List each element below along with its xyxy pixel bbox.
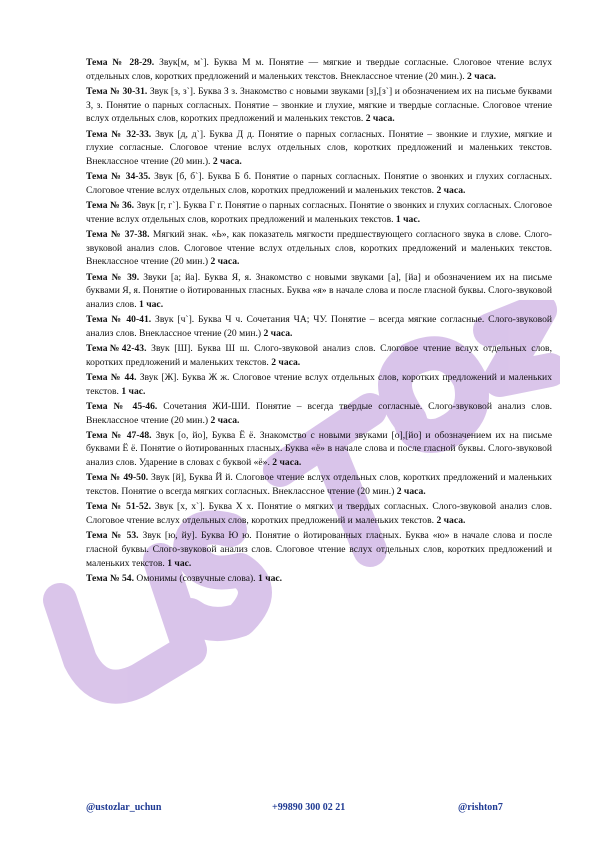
topic-label: Тема № 44. [86, 371, 137, 383]
topic-label: Тема № 49-50. [86, 472, 149, 484]
footer-telegram-right[interactable]: @rishton7 [458, 802, 503, 813]
topic-paragraph [86, 271, 552, 312]
topic-label: Тема№42-43. [86, 343, 147, 355]
topic-paragraph [86, 572, 552, 586]
topic-text: Звук [б, б`]. Буква Б б. Понятие о парных согласных. Понятие о звонких и глухих согласных. Слоговое чтение вслух отдельных слов, коротких предложений и маленьких текстов. [86, 171, 552, 196]
topic-label: Тема № 28-29. [86, 57, 155, 68]
topic-hours: 2 часа. [272, 457, 302, 469]
topic-hours: 2 часа. [271, 356, 301, 368]
topic-paragraph [86, 128, 552, 169]
topic-hours: 1 час. [167, 557, 192, 569]
topic-text: Звук [д, д`]. Буква Д д. Понятие о парных согласных. Понятие – звонкие и глухие, мягкие и глухие согласные. Слоговое чтение вслух отдельных слов, коротких предложений и маленьких текстов. Внеклассное чтение (20 мин.). [86, 128, 552, 167]
topic-hours: 1 час. [395, 213, 420, 225]
topic-text: Звуки [а; йа]. Буква Я, я. Знакомство с новыми звуками [а], [йа] и обозначением их на письме буквами Я, я. Понятие о йотированных гласных. Буква «я» в начале слова и после гласной буквы. Слого-звуковой анализ слов. [86, 271, 552, 310]
topic-text: Звук[м, м`]. Буква М м. Понятие — мягкие и твердые согласные. Слоговое чтение вслух отдельных слов, коротких предложений и маленьких текстов. Внеклассное чтение (20 мин.). [86, 57, 552, 82]
topic-paragraph [86, 85, 552, 126]
topic-hours: 1 час. [121, 385, 146, 397]
topic-label: Тема № 47-48. [86, 429, 152, 441]
topic-text: Омонимы (созвучные слова). [136, 572, 256, 584]
topic-paragraph [86, 228, 552, 269]
topic-paragraph [86, 56, 552, 83]
topic-hours: 2 часа. [210, 256, 240, 268]
topic-text: Звук [ч`]. Буква Ч ч. Сочетания ЧА; ЧУ. Понятие – всегда мягкие согласные. Слого-звуковой анализ слов. Внеклассное чтение (20 мин.) [86, 314, 553, 339]
topic-text: Сочетания ЖИ-ШИ. Понятие – всегда твердые согласные. Слого-звуковой анализ слов. Внеклассное чтение (20 мин.) [86, 400, 552, 426]
topic-hours: 1 час. [139, 298, 164, 310]
topic-text: Звук [о, йо], Буква Ё ё. Знакомство с новыми звуками [о],[йо] и обозначением их на письме буквами Ё ё. Понятие о йотированных гласных. Буква «ё» в начале слова и после гласной буквы. Слого-звуковой анализ слов. Ударение в словах с буквой «ё». [86, 429, 552, 469]
topic-hours: 2 часа. [436, 515, 466, 526]
topic-hours: 2 часа. [263, 327, 293, 339]
topic-label: Тема № 39. [86, 271, 140, 283]
topic-paragraph [86, 170, 552, 197]
topic-hours: 2 часа. [212, 155, 242, 167]
topic-label: Тема № 36. [86, 200, 135, 212]
topic-hours: 2 часа. [467, 70, 497, 82]
topic-hours: 1 час. [258, 572, 283, 584]
topic-paragraph [86, 471, 552, 498]
topic-label: Тема № 34-35. [86, 171, 151, 183]
topic-hours: 2 часа. [210, 414, 240, 426]
topic-label: Тема № 30-31. [86, 85, 148, 97]
topic-paragraph [86, 400, 552, 427]
topic-hours: 2 часа. [436, 184, 466, 196]
topic-paragraph [86, 313, 552, 340]
topic-label: Тема № 53. [86, 530, 139, 542]
topic-paragraph [86, 199, 552, 226]
topic-text: Звук [г, г`]. Буква Г г. Понятие о парных согласных. Понятие о звонких и глухих согласных. Слоговое чтение вслух отдельных слов, коротких предложений и маленьких текстов. [86, 200, 552, 225]
topic-label: Тема № 51-52. [86, 501, 151, 513]
topic-text: Звук [х, х`]. Буква Х х. Понятие о мягких и твердых согласных. Слого-звуковой анализ слов. Слоговое чтение вслух отдельных слов, коротких предложений и маленьких текстов. [86, 501, 552, 526]
topic-paragraph [86, 529, 552, 570]
topic-text: Звук [Ж]. Буква Ж ж. Слоговое чтение вслух отдельных слов, коротких предложений и маленьких текстов. [86, 371, 552, 397]
topic-text: Звук [Ш]. Буква Ш ш. Слого-звуковой анализ слов. Слоговое чтение вслух отдельных слов, коротких предложений и маленьких текстов. [86, 343, 552, 368]
topic-label: Тема № 40-41. [86, 314, 152, 326]
topic-label: Тема № 37-38. [86, 228, 150, 240]
topic-paragraph [86, 500, 552, 527]
topic-paragraph [86, 371, 552, 398]
topic-text: Звук [з, з`]. Буква З з. Знакомство с новыми звуками [з],[з`] и обозначением их на письме буквами З, з. Понятие о парных согласных. Понятие – звонкие и глухие, мягкие и твердые согласные. Слоговое чтение вслух отдельных слов, коротких предложений и маленьких текстов. [86, 85, 552, 125]
topic-hours: 2 часа. [365, 113, 395, 125]
topic-label: Тема № 45-46. [86, 400, 158, 412]
footer-telegram-left[interactable]: @ustozlar_uchun [86, 802, 162, 813]
topic-paragraph [86, 429, 552, 470]
footer [86, 802, 526, 816]
topic-text: Мягкий знак. «Ь», как показатель мягкости предшествующего согласного звука в слове. Слого-звуковой анализ слов. Слоговое чтение вслух отдельных слов, коротких предложений и маленьких текстов. Внеклассное чтение (20 мин.) [86, 228, 553, 268]
footer-phone[interactable]: +99890 300 02 21 [272, 802, 346, 813]
topic-hours: 2 часа. [396, 486, 426, 498]
topic-text: Звук [й], Буква Й й. Слоговое чтение вслух отдельных слов, коротких предложений и маленьких текстов. Понятие о всегда мягких согласных. Внеклассное чтение (20 мин.) [86, 472, 553, 498]
topic-label: Тема № 54. [86, 572, 134, 584]
topic-text: Звук [ю, йу]. Буква Ю ю. Понятие о йотированных гласных. Буква «ю» в начале слова и после гласной буквы. Слого-звуковой анализ слов. Слоговое чтение вслух отдельных слов, коротких предложений и маленьких текстов. [86, 530, 552, 569]
topic-list [86, 56, 552, 587]
topic-label: Тема № 32-33. [86, 128, 152, 140]
topic-paragraph [86, 342, 552, 369]
